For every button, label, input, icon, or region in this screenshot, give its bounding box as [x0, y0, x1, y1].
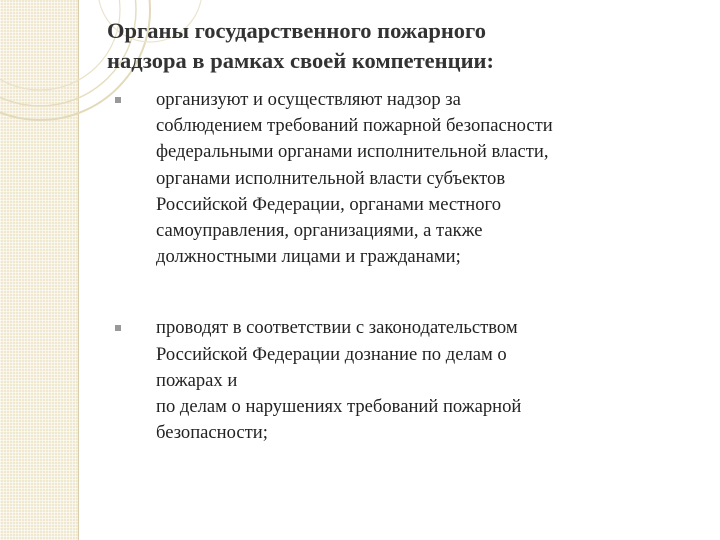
- square-bullet-icon: [115, 97, 121, 103]
- bullet-item-supervision: [108, 87, 683, 270]
- text-line: организуют и осуществляют надзор за: [156, 89, 461, 110]
- text-line: безопасности;: [156, 422, 268, 444]
- text-line: самоуправления, организациями, а также: [156, 220, 483, 242]
- text-line: проводят в соответствии с законодательством: [156, 317, 518, 339]
- text-line: пожарах и: [156, 369, 238, 391]
- square-bullet-icon: [115, 325, 121, 331]
- bullet-list: [108, 87, 683, 491]
- text-line: соблюдением требований пожарной безопасности: [156, 115, 553, 137]
- text-line: органами исполнительной власти субъектов: [156, 167, 506, 189]
- text-line: Российской Федерации, органами местного: [156, 193, 502, 215]
- text-line: по делам о нарушениях требований пожарной: [156, 396, 522, 418]
- title-line: Органы государственного пожарного: [107, 18, 486, 43]
- text-line: должностными лицами и гражданами;: [156, 246, 461, 268]
- text-line: Российской Федерации дознание по делам о: [156, 343, 507, 365]
- bullet-item-inquiry: [108, 315, 683, 446]
- slide-title: [107, 16, 667, 76]
- title-line: надзора в рамках своей компетенции:: [107, 48, 494, 73]
- text-line: федеральными органами исполнительной власти,: [156, 141, 549, 163]
